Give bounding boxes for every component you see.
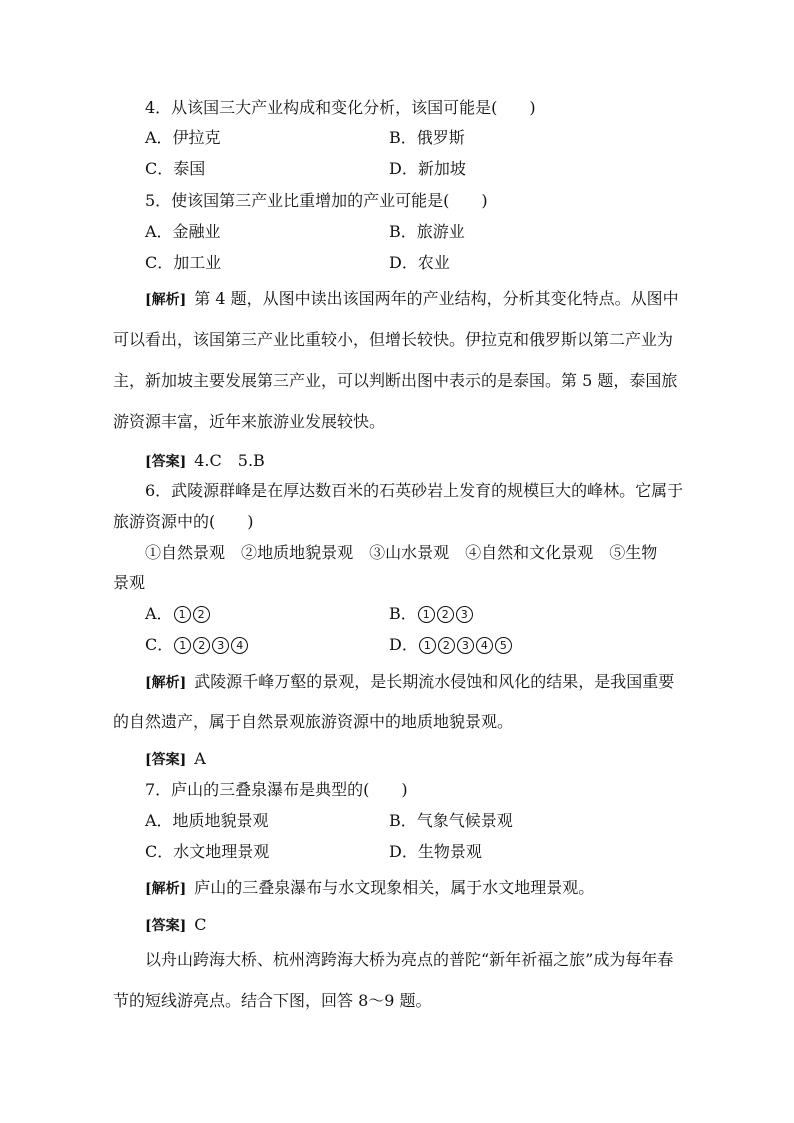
question-6-choices-line-2: 景观 (113, 573, 146, 592)
circled-4: 4 (231, 637, 248, 654)
choice-1-text: 自然景观 (161, 543, 226, 562)
question-7-option-a: A．地质地貌景观 (145, 811, 269, 830)
circled-3: 3 (456, 606, 473, 623)
question-6-stem-line-1: 6．武陵源群峰是在厚达数百米的石英砂岩上发育的规模巨大的峰林。它属于 (145, 481, 684, 500)
question-6-stem-line-2: 旅游资源中的( ) (113, 512, 254, 531)
answer-6 (145, 749, 206, 770)
choice-2-marker: ② (241, 543, 258, 562)
question-6-option-c (145, 635, 249, 655)
analysis-4-5-line-3: 主，新加坡主要发展第三产业，可以判断出图中表示的是泰国。第 5 题，泰国旅 (113, 371, 678, 390)
question-5-option-c: C．加工业 (145, 253, 222, 272)
choice-1-marker: ① (145, 543, 162, 562)
question-5-option-d: D．农业 (389, 253, 450, 272)
option-letter: B． (389, 604, 417, 623)
analysis-4-5-line-4: 游资源丰富，近年来旅游业发展较快。 (113, 412, 386, 431)
analysis-tag: [解析] (145, 675, 187, 691)
question-7-stem: 7．庐山的三叠泉瀑布是典型的( ) (145, 780, 408, 799)
circled-5: 5 (495, 637, 512, 654)
circled-2: 2 (438, 637, 455, 654)
choice-2-text: 地质地貌景观 (257, 543, 354, 562)
question-4-stem: 4．从该国三大产业构成和变化分析，该国可能是( ) (145, 98, 536, 117)
intro-line-2: 节的短线游亮点。结合下图，回答 8～9 题。 (113, 991, 432, 1010)
question-6-option-d (389, 635, 513, 655)
circled-1: 1 (174, 606, 191, 623)
option-letter: C． (145, 635, 174, 654)
analysis-tag: [解析] (145, 881, 187, 897)
question-4-option-d: D．新加坡 (389, 159, 466, 178)
question-4-option-a: A．伊拉克 (145, 128, 221, 147)
analysis-tag: [解析] (145, 292, 187, 308)
analysis-6-line-2: 的自然遗产，属于自然景观旅游资源中的地质地貌景观。 (113, 712, 514, 731)
question-5-option-a: A．金融业 (145, 222, 221, 241)
choice-3-text: 山水景观 (385, 543, 450, 562)
choice-5-text: 生物 (625, 543, 658, 562)
answer-tag: [答案] (145, 454, 187, 470)
analysis-text: 武陵源千峰万壑的景观，是长期流水侵蚀和风化的结果，是我国重要 (194, 672, 675, 691)
circled-1: 1 (418, 606, 435, 623)
circled-2: 2 (193, 606, 210, 623)
question-6-option-b (389, 604, 474, 624)
circled-3: 3 (457, 637, 474, 654)
circled-2: 2 (193, 637, 210, 654)
answer-7 (145, 915, 207, 936)
circled-3: 3 (212, 637, 229, 654)
answer-text: A (194, 749, 206, 768)
circled-2: 2 (437, 606, 454, 623)
analysis-text: 庐山的三叠泉瀑布与水文现象相关，属于水文地理景观。 (194, 878, 595, 897)
question-4-option-b: B．俄罗斯 (389, 128, 465, 147)
analysis-4-5-line-1 (145, 289, 679, 310)
question-5-option-b: B．旅游业 (389, 222, 465, 241)
answer-text: C (194, 915, 207, 934)
question-6-option-a (145, 604, 211, 624)
question-5-stem: 5．使该国第三产业比重增加的产业可能是( ) (145, 191, 488, 210)
analysis-4-5-line-2: 可以看出，该国第三产业比重较小，但增长较快。伊拉克和俄罗斯以第二产业为 (113, 330, 674, 349)
analysis-7-line-1 (145, 878, 594, 899)
choice-4-marker: ④ (465, 543, 482, 562)
question-7-option-c: C．水文地理景观 (145, 842, 270, 861)
question-7-option-d: D．生物景观 (389, 842, 482, 861)
answer-tag: [答案] (145, 752, 187, 768)
answer-tag: [答案] (145, 918, 187, 934)
option-letter: A． (145, 604, 173, 623)
choice-3-marker: ③ (369, 543, 386, 562)
circled-1: 1 (419, 637, 436, 654)
choice-5-marker: ⑤ (609, 543, 626, 562)
analysis-6-line-1 (145, 672, 674, 693)
question-6-choices-line (145, 543, 657, 563)
choice-4-text: 自然和文化景观 (481, 543, 594, 562)
answer-text: 4.C 5.B (194, 451, 265, 470)
question-4-option-c: C．泰国 (145, 159, 206, 178)
option-letter: D． (389, 635, 418, 654)
circled-4: 4 (476, 637, 493, 654)
answer-4-5 (145, 451, 265, 472)
intro-line-1: 以舟山跨海大桥、杭州湾跨海大桥为亮点的普陀“新年祈福之旅”成为每年春 (145, 950, 674, 969)
circled-1: 1 (174, 637, 191, 654)
analysis-text: 第 4 题，从图中读出该国两年的产业结构，分析其变化特点。从图中 (194, 289, 679, 308)
question-7-option-b: B．气象气候景观 (389, 811, 513, 830)
